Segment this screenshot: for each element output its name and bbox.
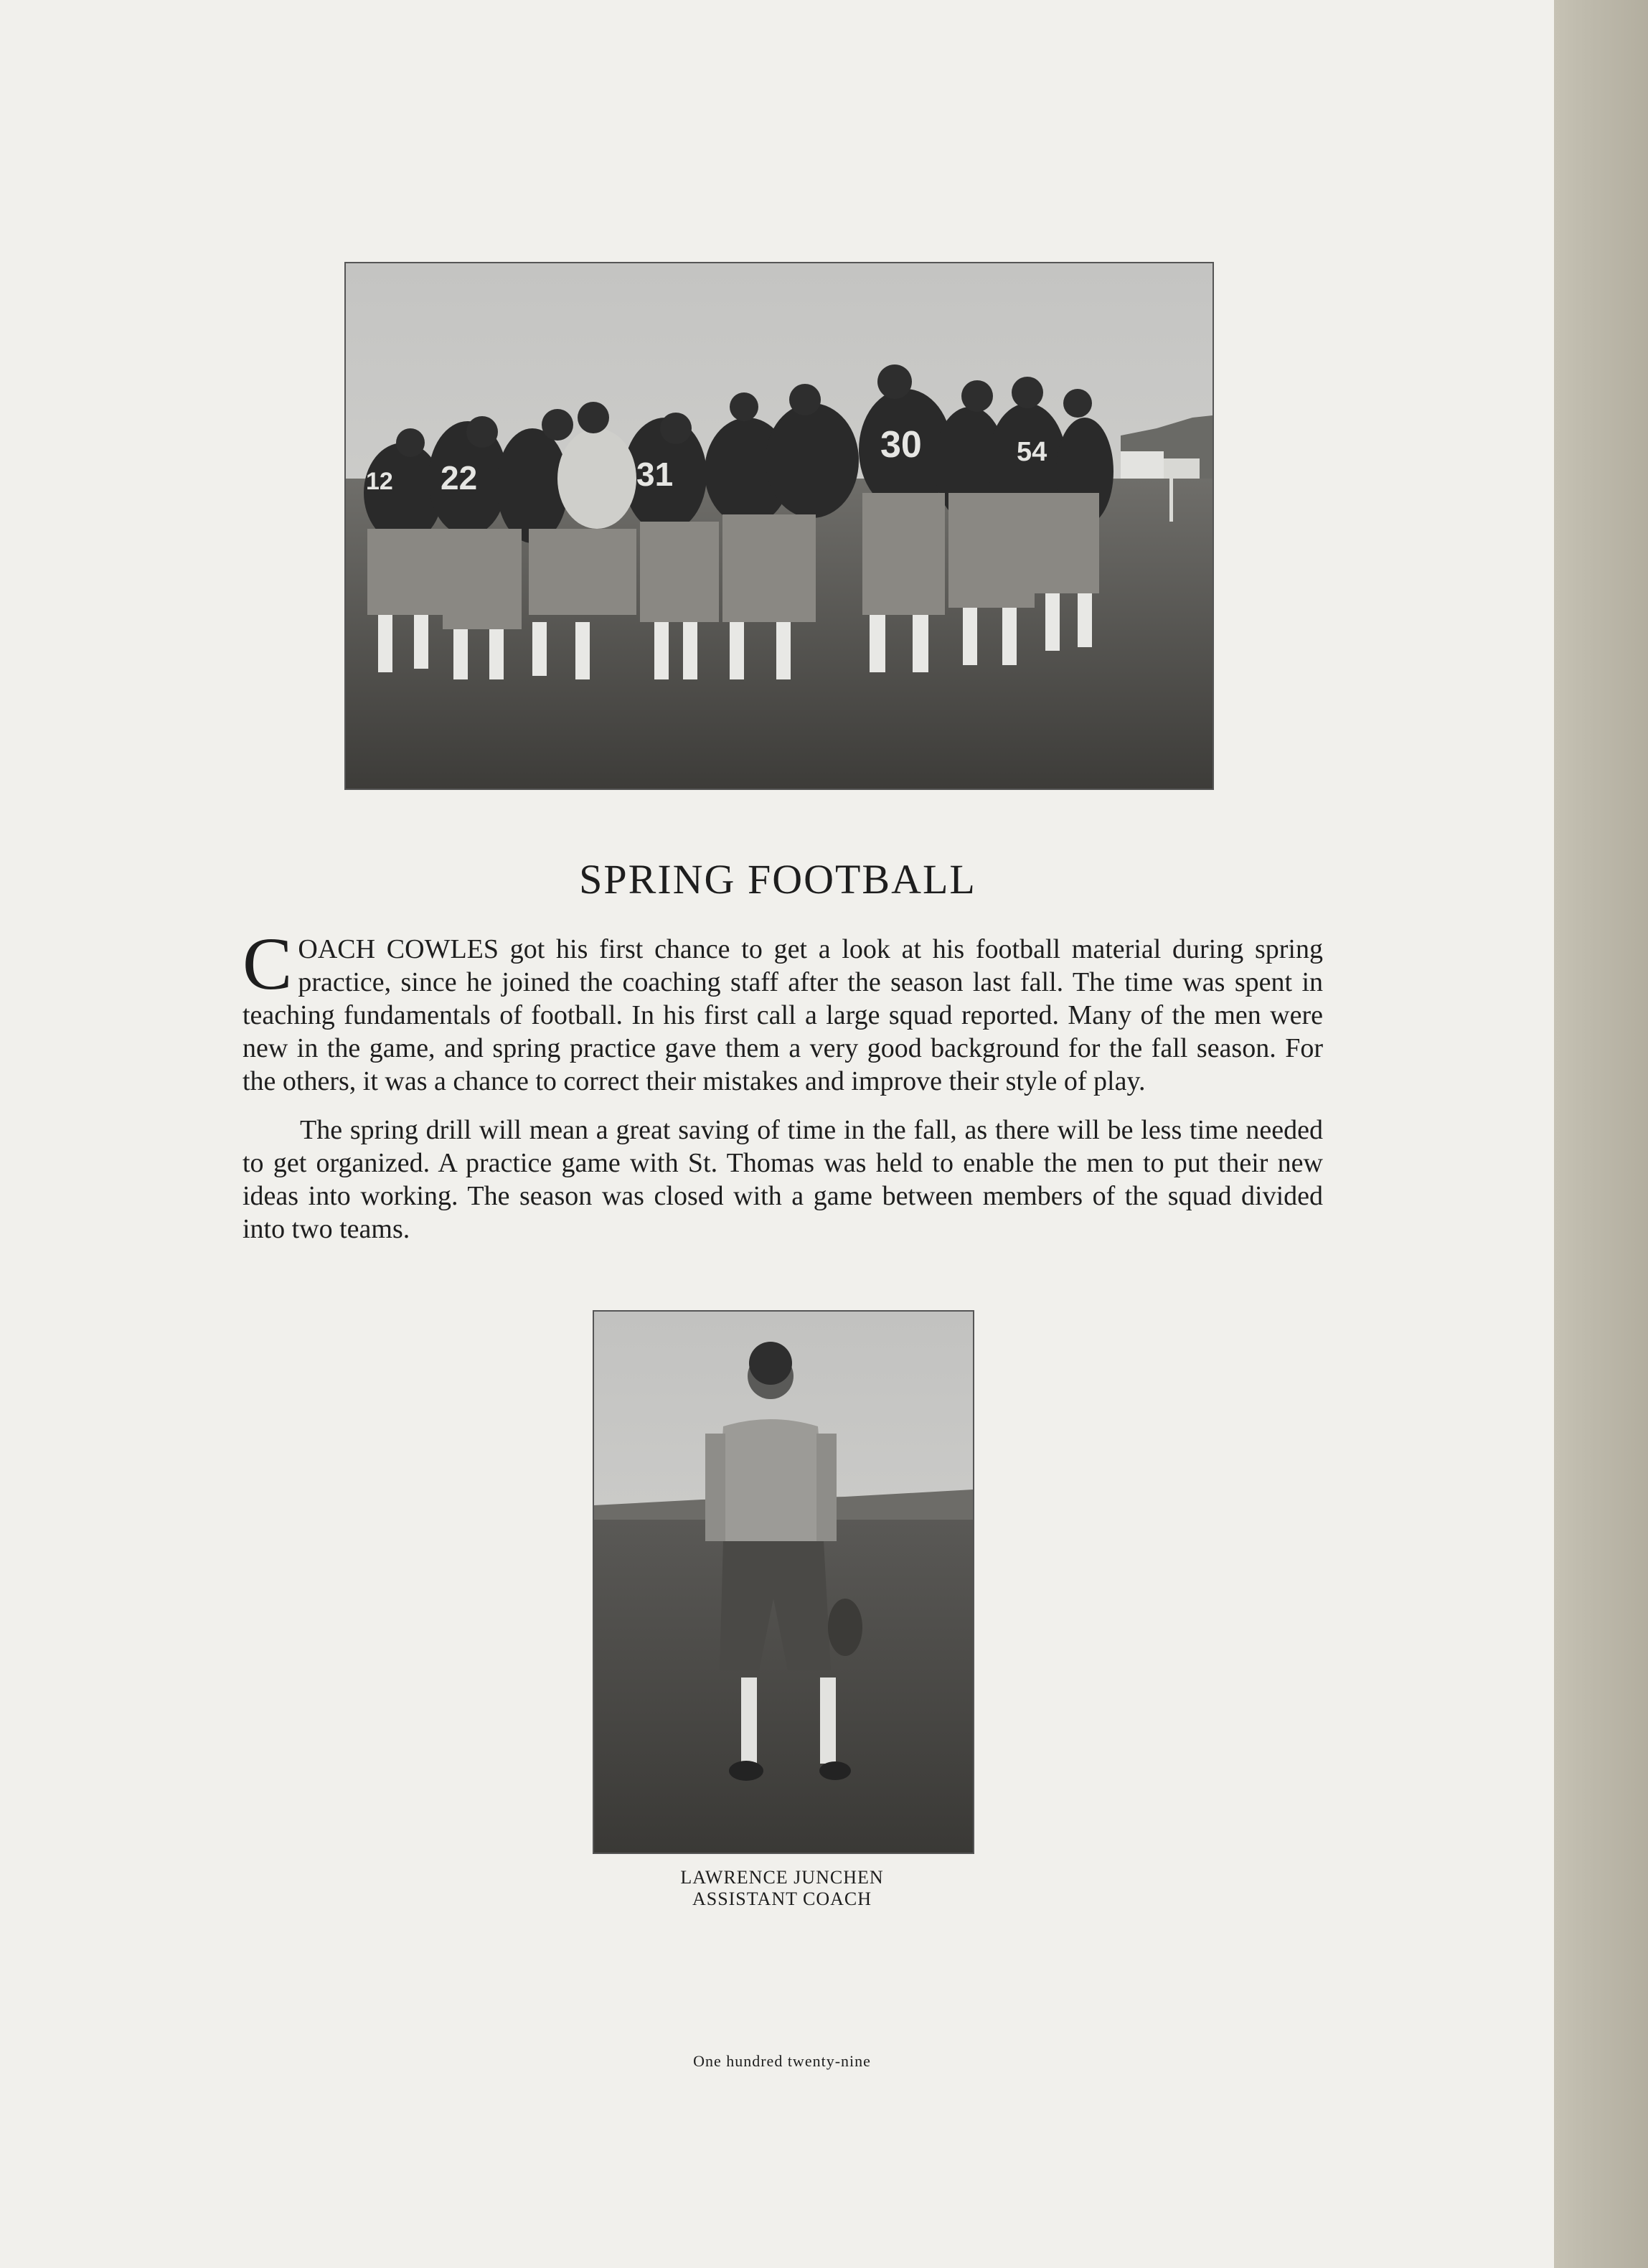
paragraph-1 — [243, 923, 1323, 1098]
jersey-number-12: 12 — [366, 468, 393, 495]
caption-role: ASSISTANT COACH — [692, 1888, 872, 1909]
team-huddle-image — [346, 263, 1213, 789]
jersey-number-30: 30 — [880, 424, 922, 466]
article-body — [243, 923, 1323, 1261]
page-number: One hundred twenty-nine — [693, 2052, 871, 2070]
team-huddle-photo — [344, 262, 1214, 790]
caption-name: LAWRENCE JUNCHEN — [680, 1867, 884, 1888]
drop-cap: C — [243, 923, 293, 1005]
photo-caption — [593, 1867, 971, 1910]
jersey-number-54: 54 — [1017, 437, 1047, 467]
paragraph-2: The spring drill will mean a great saving of time in the fall, as there will be less time needed to get organized. A practice game with St. Thomas was held to enable the men to put their new ideas into working. The season was closed with a game between members of the squad divided into two teams. — [243, 1115, 1323, 1244]
paragraph-1-text: got his first chance to get a look at his football material during spring practice, since he joined the coaching staff after the season last fall. The time was spent in teaching fundamentals of football. In his first call a large squad reported. Many of the men were new in the game, and spring practice gave them a very good background for the fall season. For the others, it was a chance to correct their mistakes and improve their style of play. — [243, 934, 1323, 1096]
jersey-number-22: 22 — [441, 459, 478, 497]
page-edge — [1554, 0, 1648, 2268]
lead-in: OACH COWLES — [298, 934, 499, 964]
coach-image — [594, 1312, 973, 1853]
page-title: SPRING FOOTBALL — [579, 856, 976, 903]
coach-photo — [593, 1310, 974, 1854]
jersey-number-31: 31 — [636, 456, 674, 493]
